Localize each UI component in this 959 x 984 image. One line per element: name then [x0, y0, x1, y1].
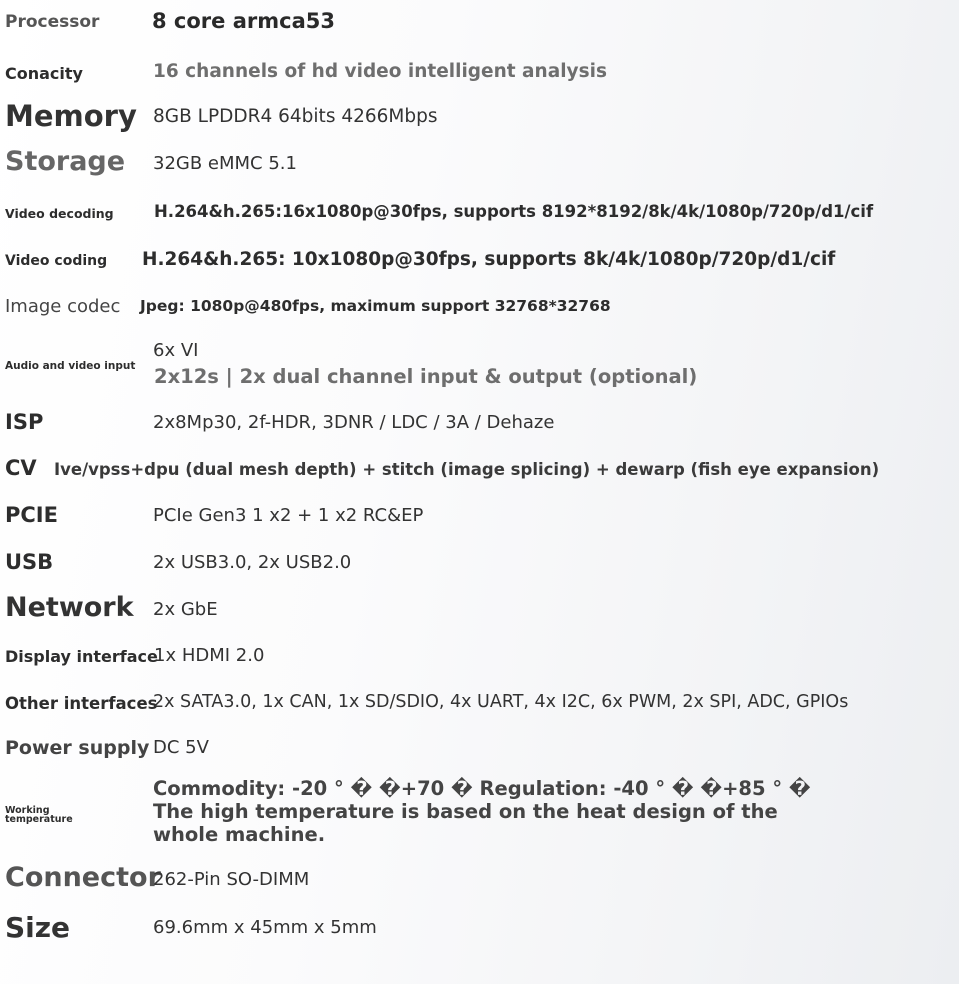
spec-label-size: Size [5, 911, 71, 944]
spec-label-memory: Memory [5, 99, 137, 133]
spec-value-capacity: 16 channels of hd video intelligent analysis [153, 61, 607, 82]
spec-value-isp: 2x8Mp30, 2f-HDR, 3DNR / LDC / 3A / Dehaze [153, 412, 555, 433]
spec-value-video-coding: H.264&h.265: 10x1080p@30fps, supports 8k/4k/1080p/720p/d1/cif [142, 249, 836, 270]
spec-value-other-interfaces: 2x SATA3.0, 1x CAN, 1x SD/SDIO, 4x UART, 4x I2C, 6x PWM, 2x SPI, ADC, GPIOs [153, 692, 849, 712]
spec-label-processor: Processor [5, 12, 100, 32]
spec-value-image-codec: Jpeg: 1080p@480fps, maximum support 32768*32768 [140, 297, 611, 315]
spec-label-storage: Storage [5, 146, 126, 177]
spec-label-display: Display interface [5, 647, 158, 666]
spec-label-video-decoding: Video decoding [5, 206, 114, 221]
spec-value-connector: 262-Pin SO-DIMM [153, 869, 310, 890]
spec-value-cv: Ive/vpss+dpu (dual mesh depth) + stitch (image splicing) + dewarp (fish eye expansion) [54, 460, 880, 479]
spec-label-pcie: PCIE [5, 503, 58, 527]
spec-value-display: 1x HDMI 2.0 [154, 645, 265, 666]
spec-value-power: DC 5V [153, 737, 209, 758]
spec-value-video-decoding: H.264&h.265:16x1080p@30fps, supports 8192*8192/8k/4k/1080p/720p/d1/cif [154, 202, 874, 221]
spec-value-usb: 2x USB3.0, 2x USB2.0 [153, 552, 352, 573]
spec-value-temperature: Commodity: -20 ° � �+70 � Regulation: -40 ° � �+85 ° � The high temperature is based on the heat design of the whole machine. [153, 777, 811, 846]
spec-value-storage: 32GB eMMC 5.1 [153, 153, 297, 174]
spec-value-processor: 8 core armca53 [152, 9, 335, 33]
spec-value-network: 2x GbE [153, 599, 218, 620]
spec-label-network: Network [5, 592, 134, 623]
spec-label-video-coding: Video coding [5, 253, 108, 269]
spec-value-size: 69.6mm x 45mm x 5mm [153, 917, 377, 938]
spec-label-usb: USB [5, 550, 54, 574]
spec-label-other-interfaces: Other interfaces [5, 694, 158, 713]
spec-value-pcie: PCIe Gen3 1 x2 + 1 x2 RC&EP [153, 505, 424, 526]
spec-label-isp: ISP [5, 410, 44, 434]
spec-value-av-input-i2s: 2x12s | 2x dual channel input & output (optional) [154, 365, 698, 388]
spec-label-capacity: Conacity [5, 64, 83, 83]
spec-label-power: Power supply [5, 737, 150, 759]
spec-label-av-input: Audio and video input [5, 360, 136, 372]
spec-label-connector: Connector [5, 862, 161, 893]
spec-label-cv: CV [5, 456, 37, 480]
spec-label-image-codec: Image codec [5, 296, 121, 317]
spec-value-memory: 8GB LPDDR4 64bits 4266Mbps [153, 106, 438, 127]
spec-label-temperature: Working temperature [5, 805, 73, 825]
spec-value-av-input-vi: 6x VI [153, 340, 199, 361]
